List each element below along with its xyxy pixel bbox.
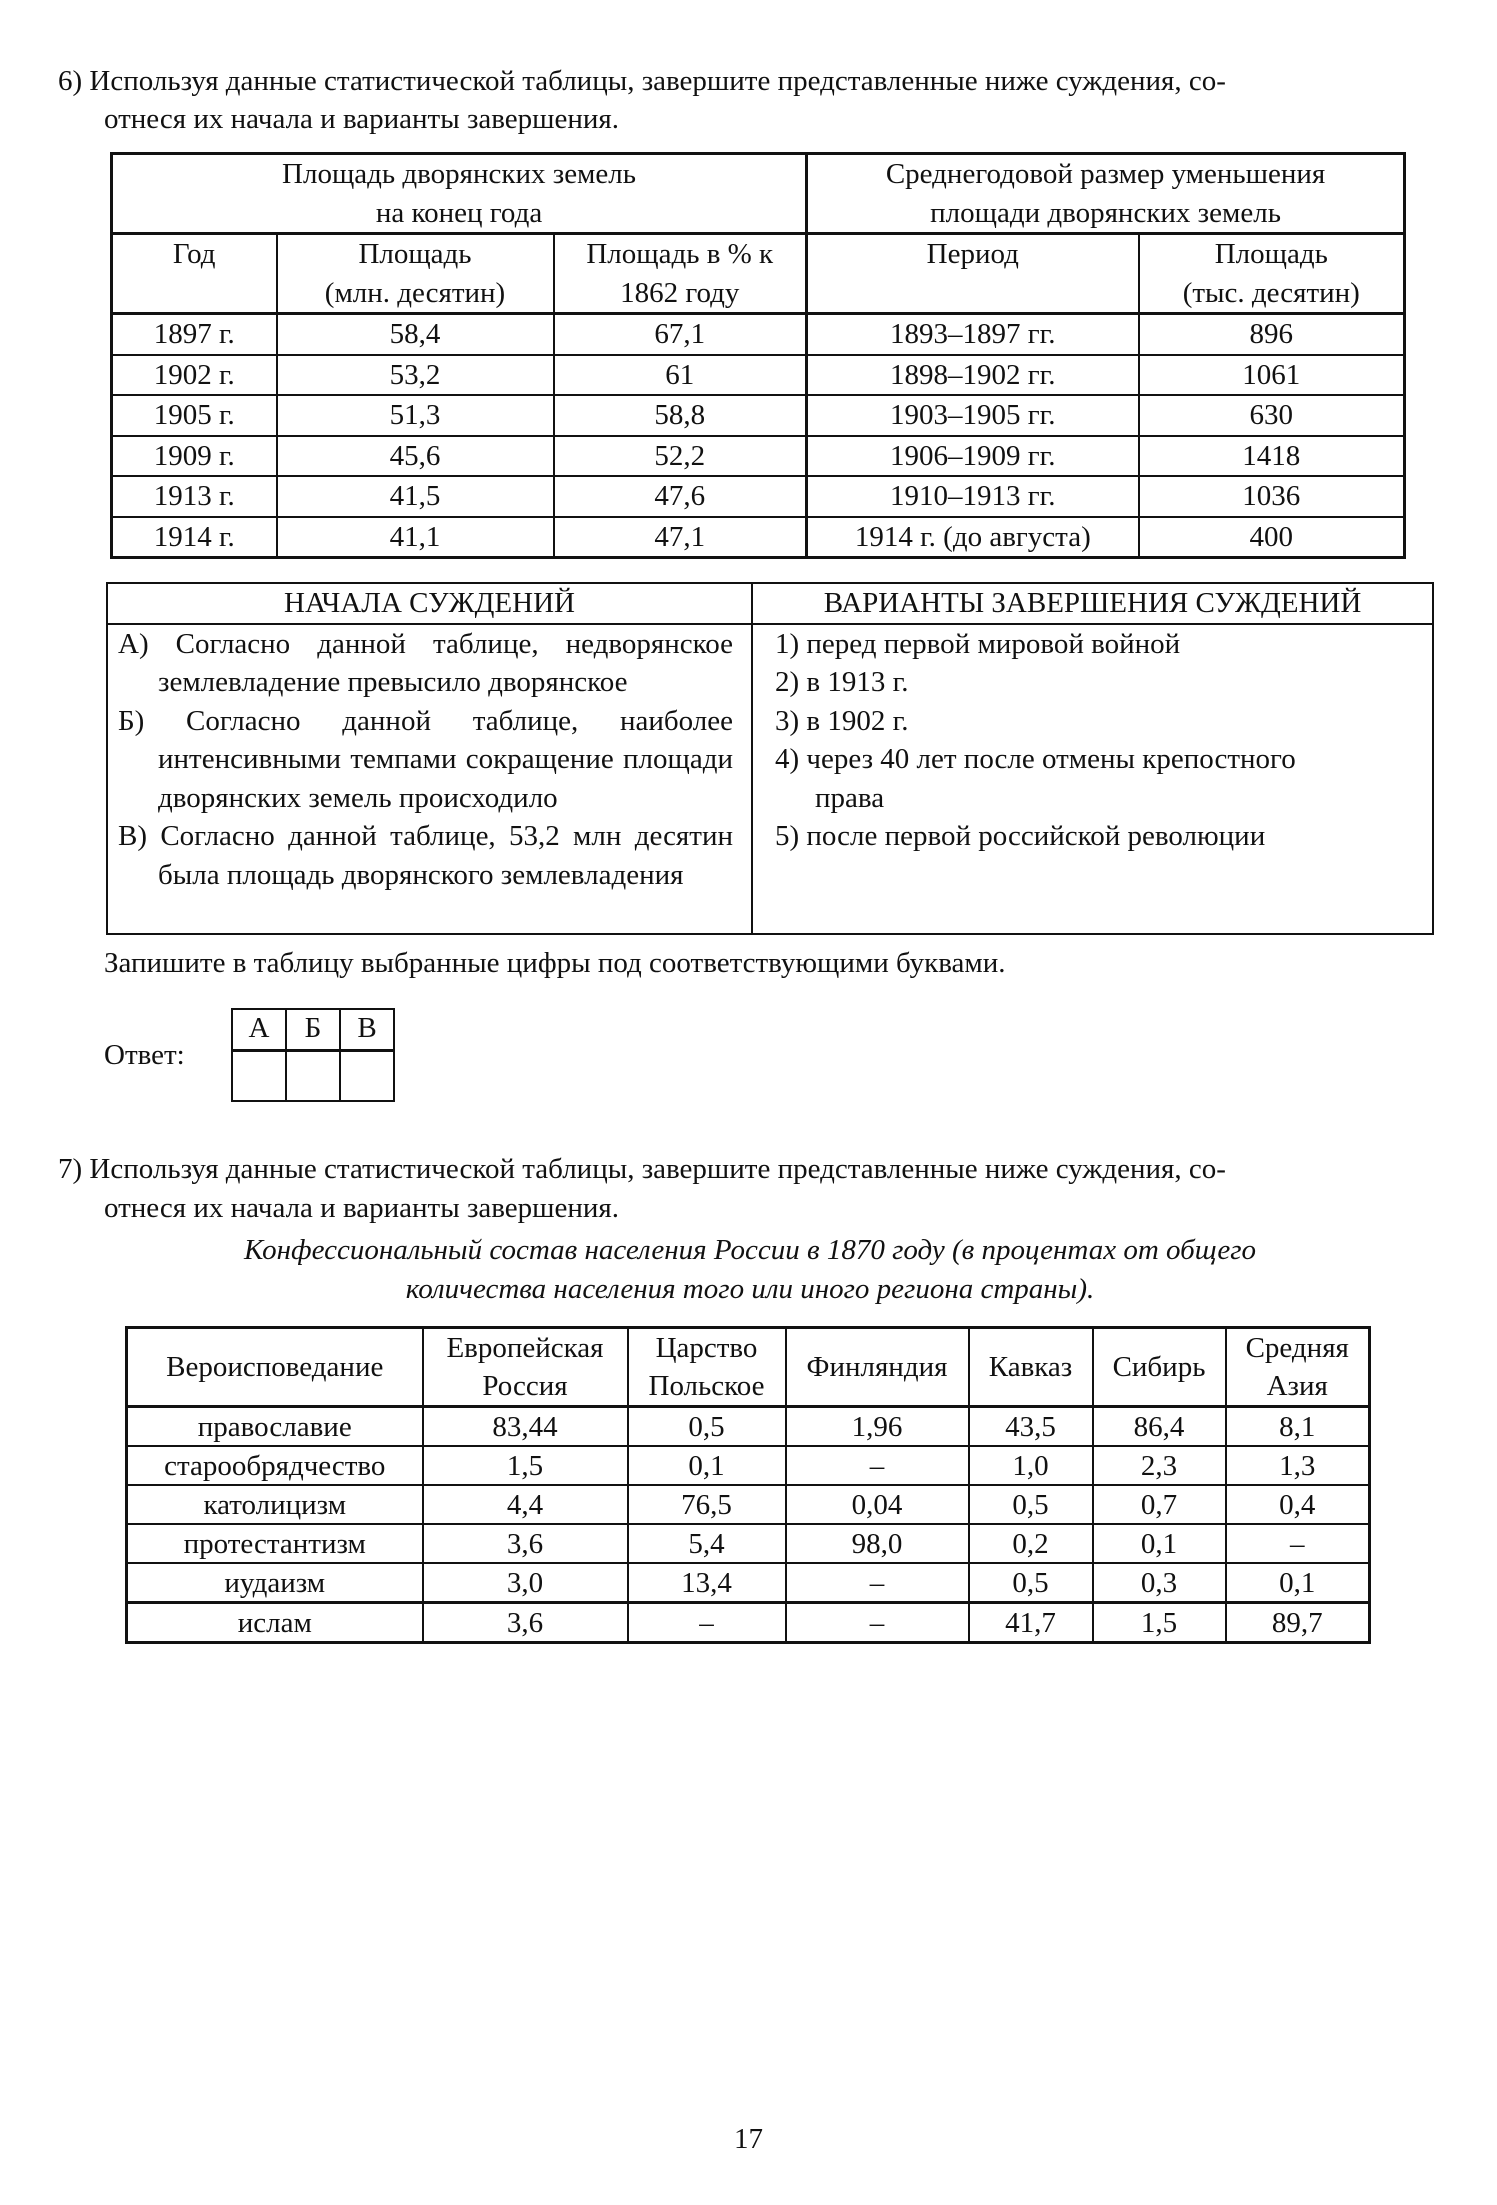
table-row [127,1563,1370,1603]
page-number: 17 [734,2123,763,2155]
task7-number: 7) [58,1153,83,1185]
task6-number: 6) [58,65,83,97]
table-cell: 1903–1905 гг. [807,395,1139,436]
confession-table [125,1326,1371,1644]
table-cell: 1,3 [1226,1446,1370,1485]
table-cell: 47,1 [554,517,807,558]
confession-table-body [127,1407,1370,1643]
table-cell: – [786,1446,969,1485]
table-cell: 1914 г. (до августа) [807,517,1139,558]
option-item: 5) после первой российской революции [775,820,1266,852]
table-cell: 52,2 [554,436,807,477]
col-header-year: Год [112,234,277,314]
answer-values-row [232,1051,394,1102]
beginning-item: В) Согласно данной таблице, 53,2 млн десятин была площадь дворянского землевладения [118,820,733,891]
table-cell: 13,4 [628,1563,786,1603]
table-cell: 41,1 [277,517,554,558]
option-item: 2) в 1913 г. [775,666,909,698]
option-item: 4) через 40 лет после отмены крепостного права [775,743,1296,814]
table-row [127,1485,1370,1524]
confession-name: иудаизм [127,1563,423,1603]
table-cell: 61 [554,355,807,396]
table-cell: 1897 г. [112,314,277,355]
answer-label: Ответ: [104,1039,185,1071]
table-cell: 1893–1897 гг. [807,314,1139,355]
table-cell: – [1226,1524,1370,1563]
confession-name: православие [127,1407,423,1447]
table-cell: 400 [1139,517,1405,558]
col-header-percent: Площадь в % к 1862 году [554,234,807,314]
task6-text-line2: отнеся их начала и варианты завершения. [104,103,619,135]
col-header-period: Период [807,234,1139,314]
table-cell: 51,3 [277,395,554,436]
col-header: Европейская Россия [423,1328,628,1407]
table-cell: 53,2 [277,355,554,396]
table-cell: 1905 г. [112,395,277,436]
table-cell: 41,5 [277,476,554,517]
nobility-table-body [112,314,1405,558]
option-item: 3) в 1902 г. [775,704,909,737]
table-cell: 1,0 [969,1446,1093,1485]
options-header: ВАРИАНТЫ ЗАВЕРШЕНИЯ СУЖДЕНИЙ [752,583,1433,624]
task7-intro [58,1150,1428,1189]
instruction-text: Запишите в таблицу выбранные цифры под соответствующими буквами. [104,947,1006,979]
table-cell: 0,1 [1226,1563,1370,1603]
table-cell: 1,96 [786,1407,969,1447]
table-cell: 58,8 [554,395,807,436]
nobility-land-table [110,152,1406,559]
confession-name: старообрядчество [127,1446,423,1485]
table-cell: 3,0 [423,1563,628,1603]
table-cell: 1061 [1139,355,1405,396]
col-header: Средняя Азия [1226,1328,1370,1407]
table-cell: 58,4 [277,314,554,355]
judgments-header-row [107,583,1433,624]
table-row [112,476,1405,517]
table-cell: 89,7 [1226,1603,1370,1643]
options-list [752,624,1433,934]
table-cell: 1,5 [423,1446,628,1485]
table-cell: 4,4 [423,1485,628,1524]
answer-cell-v[interactable] [340,1051,394,1102]
answer-letter: В [340,1009,394,1051]
table-cell: 0,1 [628,1446,786,1485]
table-cell: 896 [1139,314,1405,355]
table-cell: 1902 г. [112,355,277,396]
task7-text-line1: Используя данные статистической таблицы, завершите представленные ниже суждения, со- [89,1153,1226,1185]
beginning-item: А) Согласно данной таблице, недворянское землевладение превысило дворянское [118,627,733,698]
col-header: Сибирь [1093,1328,1226,1407]
answer-cell-b[interactable] [286,1051,340,1102]
table-cell: 0,7 [1093,1485,1226,1524]
table-cell: 86,4 [1093,1407,1226,1447]
table-cell: 3,6 [423,1603,628,1643]
table-cell: 1914 г. [112,517,277,558]
table-row [127,1407,1370,1447]
table-caption-line2: количества населения того или иного региона страны). [405,1273,1095,1305]
table-cell: 5,4 [628,1524,786,1563]
table-cell: – [786,1603,969,1643]
table-cell: 2,3 [1093,1446,1226,1485]
task7-text-line2: отнеся их начала и варианты завершения. [104,1192,619,1224]
table-cell: 1036 [1139,476,1405,517]
table-cell: – [628,1603,786,1643]
answer-letter: А [232,1009,286,1051]
col-header: Царство Польское [628,1328,786,1407]
table-cell: 1906–1909 гг. [807,436,1139,477]
table-row [127,1524,1370,1563]
table-cell: 1418 [1139,436,1405,477]
answer-grid [231,1008,395,1102]
table-row [112,517,1405,558]
table-caption-line1: Конфессиональный состав населения России в 1870 году (в процентах от общего [243,1234,1257,1266]
task6-intro [58,62,1428,101]
table-cell: 98,0 [786,1524,969,1563]
column-header-row [112,234,1405,314]
table-cell: 0,2 [969,1524,1093,1563]
table-cell: 1898–1902 гг. [807,355,1139,396]
group-header-right: Среднегодовой размер уменьшения площади дворянских земель [807,154,1405,234]
table-cell: 47,6 [554,476,807,517]
table-cell: 41,7 [969,1603,1093,1643]
table-cell: 630 [1139,395,1405,436]
table-cell: 8,1 [1226,1407,1370,1447]
answer-letter: Б [286,1009,340,1051]
table-row [127,1603,1370,1643]
table-row [112,436,1405,477]
table-cell: 3,6 [423,1524,628,1563]
table-cell: 0,4 [1226,1485,1370,1524]
beginning-item: Б) Согласно данной таблице, наиболее интенсивными темпами сокращение площади дворянских земель происходило [118,704,733,814]
table-cell: 0,04 [786,1485,969,1524]
group-header-left: Площадь дворянских земель на конец года [112,154,807,234]
beginnings-list [107,624,752,934]
confession-name: протестантизм [127,1524,423,1563]
judgments-table [106,582,1434,935]
table-cell: 43,5 [969,1407,1093,1447]
table-cell: 83,44 [423,1407,628,1447]
col-header: Финляндия [786,1328,969,1407]
table-cell: 76,5 [628,1485,786,1524]
col-header-decrease: Площадь (тыс. десятин) [1139,234,1405,314]
col-header-area: Площадь (млн. десятин) [277,234,554,314]
option-item: 1) перед первой мировой войной [775,627,1181,660]
table-row [112,314,1405,355]
answer-cell-a[interactable] [232,1051,286,1102]
beginnings-header: НАЧАЛА СУЖДЕНИЙ [107,583,752,624]
table-row [112,395,1405,436]
table-cell: 67,1 [554,314,807,355]
confession-header-row [127,1328,1370,1407]
task6-text-line1: Используя данные статистической таблицы, завершите представленные ниже суждения, со- [89,65,1226,97]
col-header: Кавказ [969,1328,1093,1407]
table-cell: 1910–1913 гг. [807,476,1139,517]
confession-name: ислам [127,1603,423,1643]
table-row [112,355,1405,396]
table-cell: 0,5 [969,1563,1093,1603]
group-header-row [112,154,1405,234]
table-cell: 0,3 [1093,1563,1226,1603]
table-cell: 1909 г. [112,436,277,477]
table-cell: 1,5 [1093,1603,1226,1643]
table-cell: 0,5 [969,1485,1093,1524]
table-cell: 1913 г. [112,476,277,517]
table-cell: 45,6 [277,436,554,477]
col-header: Вероисповедание [127,1328,423,1407]
answer-letters-row [232,1009,394,1051]
table-cell: – [786,1563,969,1603]
table-row [127,1446,1370,1485]
table-cell: 0,1 [1093,1524,1226,1563]
confession-name: католицизм [127,1485,423,1524]
table-cell: 0,5 [628,1407,786,1447]
judgments-body-row [107,624,1433,934]
